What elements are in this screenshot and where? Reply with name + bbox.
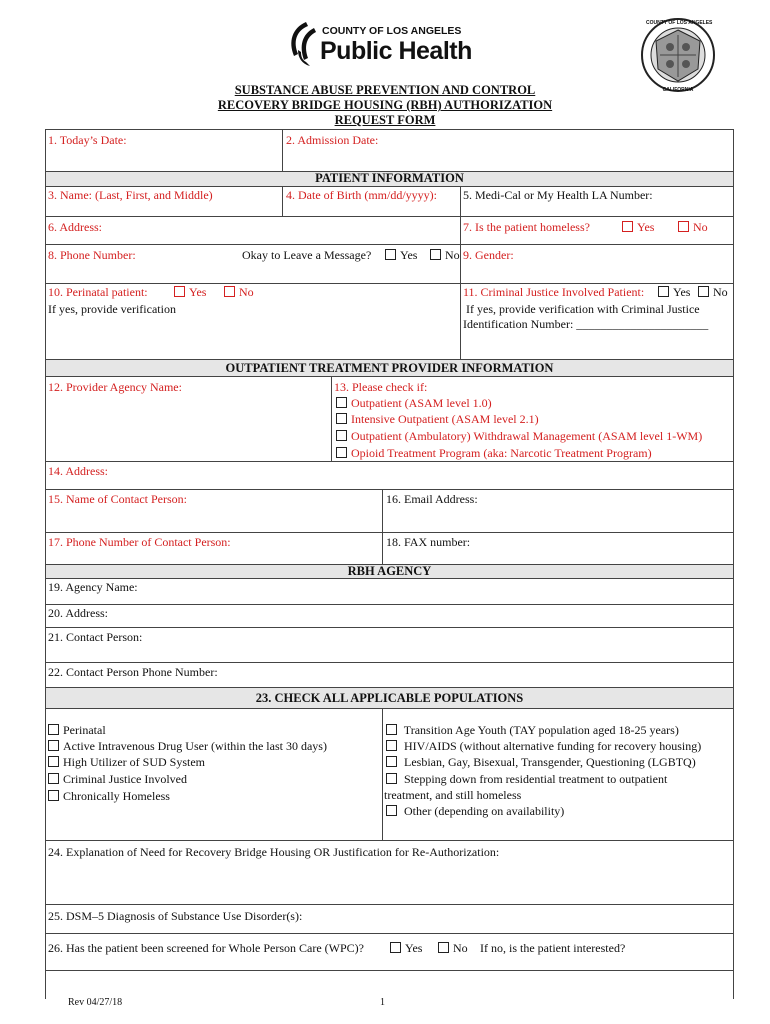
criminal-justice-id-field[interactable]: Identification Number: ______________________ [463, 317, 709, 331]
perinatal-verification-note: If yes, provide verification [48, 302, 176, 316]
title-line-1: SUBSTANCE ABUSE PREVENTION AND CONTROL [234, 83, 536, 97]
row-line [45, 216, 734, 217]
seal-bottom-text: CALIFORNIA [662, 87, 694, 93]
public-health-logo [284, 20, 474, 70]
page-number: 1 [380, 997, 385, 1008]
row-line [45, 532, 734, 533]
seal-top-text: COUNTY OF LOS ANGELES [646, 20, 713, 26]
dsm5-diagnosis-label[interactable]: 25. DSM–5 Diagnosis of Substance Use Disorder(s): [48, 909, 303, 923]
checkbox-icon[interactable] [430, 249, 441, 260]
okay-message-label: Okay to Leave a Message? [242, 248, 372, 262]
col-divider [460, 186, 461, 359]
row-line [45, 283, 734, 284]
population-tay-option[interactable]: Transition Age Youth (TAY population aged 18-25 years) [386, 723, 679, 737]
checkbox-icon[interactable] [658, 286, 669, 297]
title-line-3: REQUEST FORM [334, 113, 436, 127]
title-line-2: RECOVERY BRIDGE HOUSING (RBH) AUTHORIZATION [217, 98, 553, 112]
row-line [45, 186, 734, 187]
perinatal-yes-option[interactable]: Yes [174, 285, 206, 299]
population-criminal-justice-option[interactable]: Criminal Justice Involved [48, 772, 187, 786]
row-line [45, 970, 734, 971]
row-line [45, 687, 734, 688]
checkbox-icon[interactable] [386, 724, 397, 735]
address-label[interactable]: 6. Address: [48, 220, 102, 234]
fax-number-label[interactable]: 18. FAX number: [386, 535, 471, 549]
asam-1-wm-option[interactable]: Outpatient (Ambulatory) Withdrawal Management (ASAM level 1-WM) [336, 429, 702, 443]
row-line [45, 627, 734, 628]
row-line [45, 933, 734, 934]
checkbox-icon[interactable] [385, 249, 396, 260]
criminal-justice-verification-note: If yes, provide verification with Criminal Justice [466, 302, 700, 316]
checkbox-icon[interactable] [386, 756, 397, 767]
wpc-yes-option[interactable]: Yes [390, 941, 422, 955]
checkbox-icon[interactable] [386, 773, 397, 784]
checkbox-icon[interactable] [48, 773, 59, 784]
population-perinatal-option[interactable]: Perinatal [48, 723, 106, 737]
checkbox-icon[interactable] [48, 724, 59, 735]
rbh-agency-heading: RBH AGENCY [347, 564, 432, 578]
logo-public-health-text: Public Health [320, 37, 472, 65]
provider-address-label[interactable]: 14. Address: [48, 464, 108, 478]
col-divider [282, 129, 283, 171]
agency-name-label[interactable]: 19. Agency Name: [48, 580, 138, 594]
population-chronically-homeless-option[interactable]: Chronically Homeless [48, 789, 170, 803]
row-line [45, 662, 734, 663]
perinatal-no-option[interactable]: No [224, 285, 254, 299]
asam-2-1-option[interactable]: Intensive Outpatient (ASAM level 2.1) [336, 412, 539, 426]
patient-information-heading: PATIENT INFORMATION [315, 171, 464, 185]
row-line [45, 604, 734, 605]
homeless-label: 7. Is the patient homeless? [463, 220, 590, 234]
col-divider [382, 708, 383, 840]
checkbox-icon[interactable] [48, 740, 59, 751]
checkbox-icon[interactable] [678, 221, 689, 232]
row-line [45, 904, 734, 905]
admission-date-label[interactable]: 2. Admission Date: [286, 133, 379, 147]
row-line [45, 840, 734, 841]
population-step-down-option[interactable]: Stepping down from residential treatment to outpatient [386, 772, 667, 786]
contact-person-name-label[interactable]: 15. Name of Contact Person: [48, 492, 187, 506]
population-lgbtq-option[interactable]: Lesbian, Gay, Bisexual, Transgender, Questioning (LGBTQ) [386, 755, 696, 769]
col-divider [282, 186, 283, 216]
checkbox-icon[interactable] [224, 286, 235, 297]
population-step-down-continued: treatment, and still homeless [384, 788, 522, 802]
checkbox-icon[interactable] [698, 286, 709, 297]
wpc-interested-label[interactable]: If no, is the patient interested? [480, 941, 626, 955]
checkbox-icon[interactable] [174, 286, 185, 297]
todays-date-label[interactable]: 1. Today’s Date: [48, 133, 127, 147]
perinatal-label: 10. Perinatal patient: [48, 285, 148, 299]
row-line [45, 461, 734, 462]
logo-swoosh-icon [284, 20, 318, 68]
criminal-justice-no-option[interactable]: No [698, 285, 728, 299]
checkbox-icon[interactable] [336, 447, 347, 458]
population-other-option[interactable]: Other (depending on availability) [386, 804, 564, 818]
population-hiv-aids-option[interactable]: HIV/AIDS (without alternative funding for recovery housing) [386, 739, 701, 753]
outpatient-provider-heading: OUTPATIENT TREATMENT PROVIDER INFORMATION [225, 361, 554, 375]
populations-heading: 23. CHECK ALL APPLICABLE POPULATIONS [255, 691, 524, 705]
checkbox-icon[interactable] [390, 942, 401, 953]
criminal-justice-label: 11. Criminal Justice Involved Patient: [463, 285, 645, 299]
email-address-label[interactable]: 16. Email Address: [386, 492, 478, 506]
checkbox-icon[interactable] [336, 397, 347, 408]
logo-county-text: COUNTY OF LOS ANGELES [322, 25, 462, 37]
homeless-yes-option[interactable]: Yes [622, 220, 654, 234]
col-divider [382, 489, 383, 564]
wpc-no-option[interactable]: No [438, 941, 468, 955]
row-line [45, 359, 734, 360]
homeless-no-option[interactable]: No [678, 220, 708, 234]
wpc-screened-label: 26. Has the patient been screened for Whole Person Care (WPC)? [48, 941, 365, 955]
phone-number-label[interactable]: 8. Phone Number: [48, 248, 136, 262]
agency-contact-person-label[interactable]: 21. Contact Person: [48, 630, 143, 644]
row-line [45, 129, 734, 130]
agency-address-label[interactable]: 20. Address: [48, 606, 108, 620]
explanation-of-need-label[interactable]: 24. Explanation of Need for Recovery Bridge Housing OR Justification for Re-Authorization: [48, 845, 500, 859]
row-line [45, 708, 734, 709]
checkbox-icon[interactable] [336, 430, 347, 441]
gender-label[interactable]: 9. Gender: [463, 248, 514, 262]
medi-cal-label[interactable]: 5. Medi-Cal or My Health LA Number: [463, 188, 653, 202]
name-label[interactable]: 3. Name: (Last, First, and Middle) [48, 188, 213, 202]
row-line [45, 376, 734, 377]
county-seal [640, 17, 716, 93]
message-yes-option[interactable]: Yes [385, 248, 417, 262]
checkbox-icon[interactable] [48, 790, 59, 801]
col-divider [331, 376, 332, 461]
checkbox-icon[interactable] [438, 942, 449, 953]
asam-1-0-option[interactable]: Outpatient (ASAM level 1.0) [336, 396, 492, 410]
checkbox-icon[interactable] [336, 413, 347, 424]
population-high-utilizer-option[interactable]: High Utilizer of SUD System [48, 755, 205, 769]
opioid-treatment-option[interactable]: Opioid Treatment Program (aka: Narcotic Treatment Program) [336, 446, 652, 460]
row-line [45, 244, 734, 245]
criminal-justice-yes-option[interactable]: Yes [658, 285, 690, 299]
population-iv-drug-user-option[interactable]: Active Intravenous Drug User (within the last 30 days) [48, 739, 327, 753]
checkbox-icon[interactable] [48, 756, 59, 767]
checkbox-icon[interactable] [386, 740, 397, 751]
provider-agency-name-label[interactable]: 12. Provider Agency Name: [48, 380, 182, 394]
message-no-option[interactable]: No [430, 248, 460, 262]
checkbox-icon[interactable] [622, 221, 633, 232]
row-line [45, 489, 734, 490]
please-check-label: 13. Please check if: [334, 380, 428, 394]
revision-date: Rev 04/27/18 [68, 997, 123, 1008]
dob-label[interactable]: 4. Date of Birth (mm/dd/yyyy): [286, 188, 437, 202]
agency-contact-phone-label[interactable]: 22. Contact Person Phone Number: [48, 665, 218, 679]
checkbox-icon[interactable] [386, 805, 397, 816]
contact-phone-label[interactable]: 17. Phone Number of Contact Person: [48, 535, 231, 549]
